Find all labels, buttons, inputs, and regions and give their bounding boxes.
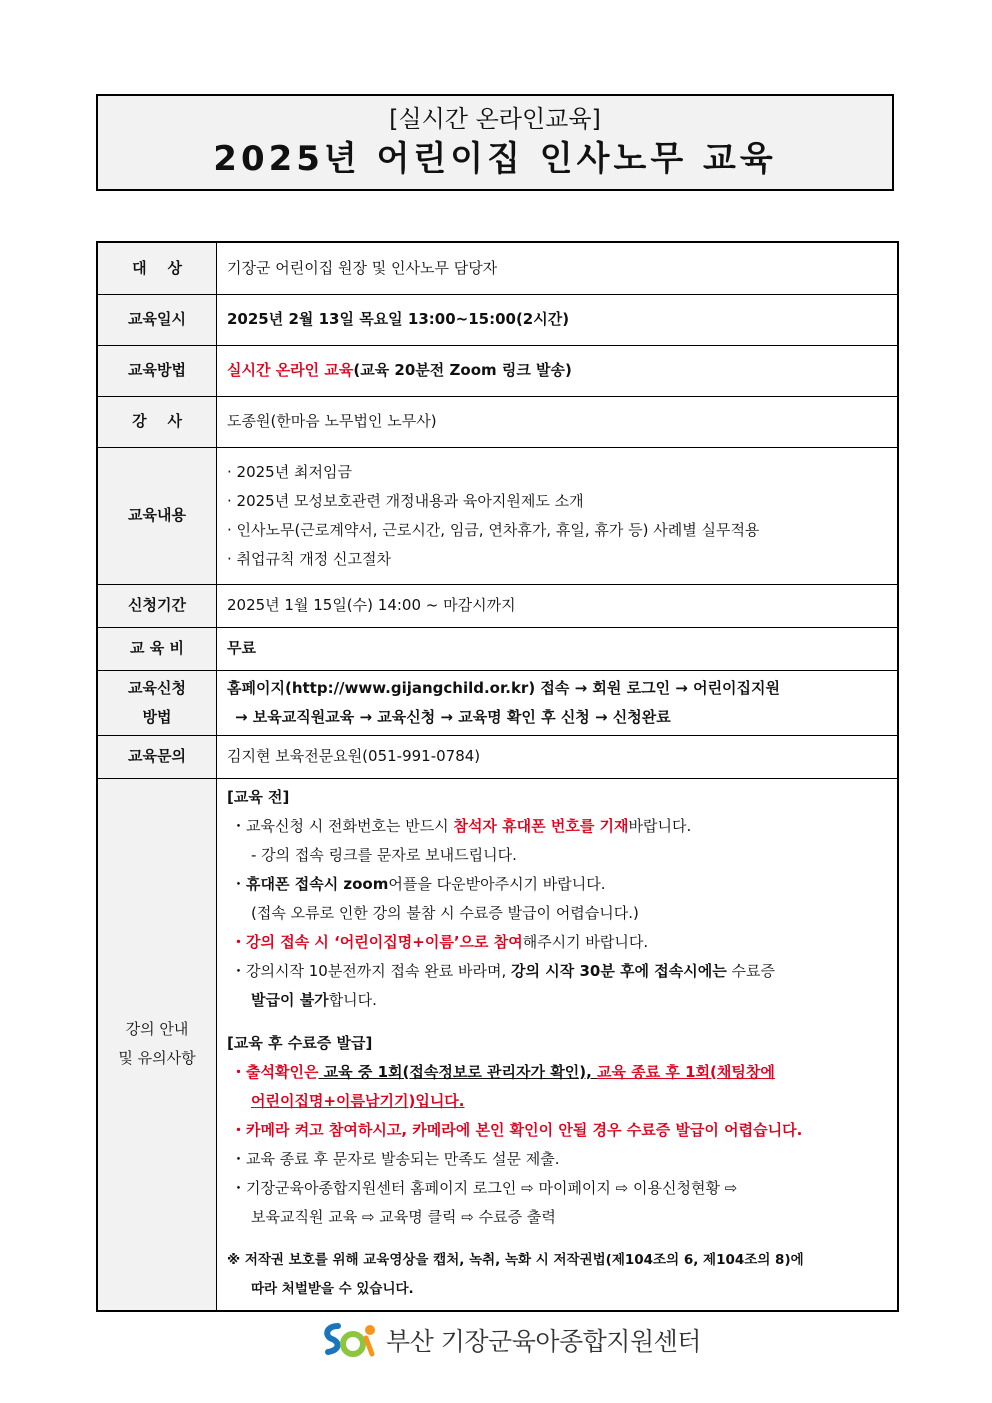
label-lecturer: 강 사 <box>97 396 217 447</box>
row-target <box>97 242 898 294</box>
value-target: 기장군 어린이집 원장 및 인사노무 담당자 <box>217 242 899 294</box>
label-period: 신청기간 <box>97 584 217 627</box>
row-contact <box>97 735 898 778</box>
value-method <box>217 345 899 396</box>
note-sub: 보육교직원 교육 ⇨ 교육명 클릭 ⇨ 수료증 출력 <box>251 1207 556 1226</box>
note-item: ・강의시작 10분전까지 접속 완료 바라며, 강의 시작 30분 후에 접속시에는 수료증 <box>231 961 775 980</box>
center-logo-icon <box>320 1320 378 1360</box>
label-fee: 교 육 비 <box>97 627 217 670</box>
value-fee: 무료 <box>217 627 899 670</box>
content-item: · 인사노무(근로계약서, 근로시간, 임금, 연차휴가, 휴일, 휴가 등) 사례별 실무적용 <box>227 520 760 539</box>
row-apply <box>97 670 898 735</box>
value-date: 2025년 2월 13일 목요일 13:00~15:00(2시간) <box>217 294 899 345</box>
row-lecturer <box>97 396 898 447</box>
value-content <box>217 447 899 584</box>
method-highlight: 실시간 온라인 교육 <box>227 361 354 379</box>
note-sub: - 강의 접속 링크를 문자로 보내드립니다. <box>251 845 517 864</box>
document-title: 2025년 어린이집 인사노무 교육 <box>213 139 777 179</box>
method-rest: (교육 20분전 Zoom 링크 발송) <box>353 361 572 379</box>
row-content <box>97 447 898 584</box>
title-box <box>96 94 894 191</box>
footer <box>320 1318 701 1362</box>
value-apply <box>217 670 899 735</box>
copyright-line2: 따라 처벌받을 수 있습니다. <box>251 1280 414 1297</box>
note-item: ・카메라 켜고 참여하시고, 카메라에 본인 확인이 안될 경우 수료증 발급이 어렵습니다. <box>231 1120 803 1139</box>
value-lecturer: 도종원(한마음 노무법인 노무사) <box>217 396 899 447</box>
row-method <box>97 345 898 396</box>
value-notes <box>217 778 899 1311</box>
after-heading: [교육 후 수료증 발급] <box>227 1033 373 1052</box>
apply-line2: → 보육교직원교육 → 교육신청 → 교육명 확인 후 신청 → 신청완료 <box>235 707 671 726</box>
document-subtitle: [실시간 온라인교육] <box>389 105 601 133</box>
row-period <box>97 584 898 627</box>
footer-org-name: 부산 기장군육아종합지원센터 <box>386 1327 701 1356</box>
note-item: ・기장군육아종합지원센터 홈페이지 로그인 ⇨ 마이페이지 ⇨ 이용신청현황 ⇨ <box>231 1178 738 1197</box>
note-item: ・교육신청 시 전화번호는 반드시 참석자 휴대폰 번호를 기재바랍니다. <box>231 816 692 835</box>
row-date <box>97 294 898 345</box>
note-item: ・휴대폰 접속시 zoom어플을 다운받아주시기 바랍니다. <box>231 874 606 893</box>
label-apply-line2: 방법 <box>142 707 172 726</box>
note-item: ・출석확인은 교육 중 1회(접속정보로 관리자가 확인), 교육 종료 후 1회(채팅창에 <box>231 1062 775 1081</box>
row-notes <box>97 778 898 1311</box>
label-content: 교육내용 <box>97 447 217 584</box>
label-apply-line1: 교육신청 <box>128 678 186 697</box>
note-item: ・강의 접속 시 ‘어린이집명+이름’으로 참여해주시기 바랍니다. <box>231 932 649 951</box>
value-period: 2025년 1월 15일(수) 14:00 ~ 마감시까지 <box>217 584 899 627</box>
value-contact: 김지현 보육전문요원(051-991-0784) <box>217 735 899 778</box>
note-item: ・교육 종료 후 문자로 발송되는 만족도 설문 제출. <box>231 1149 560 1168</box>
row-fee <box>97 627 898 670</box>
copyright-line1: ※ 저작권 보호를 위해 교육영상을 캡처, 녹취, 녹화 시 저작권법(제104조의 6, 제104조의 8)에 <box>227 1251 804 1268</box>
label-contact: 교육문의 <box>97 735 217 778</box>
note-sub: (접속 오류로 인한 강의 불참 시 수료증 발급이 어렵습니다.) <box>251 903 639 922</box>
info-table <box>96 241 899 1312</box>
label-method: 교육방법 <box>97 345 217 396</box>
note-sub: 발급이 불가합니다. <box>251 990 377 1009</box>
label-notes <box>97 778 217 1311</box>
apply-line1: 홈페이지(http://www.gijangchild.or.kr) 접속 → 회원 로그인 → 어린이집지원 <box>227 678 781 697</box>
before-heading: [교육 전] <box>227 787 290 806</box>
label-apply <box>97 670 217 735</box>
note-sub: 어린이집명+이름남기기)입니다. <box>251 1091 465 1110</box>
label-target: 대 상 <box>97 242 217 294</box>
content-item: · 취업규칙 개정 신고절차 <box>227 549 391 568</box>
label-date: 교육일시 <box>97 294 217 345</box>
label-notes-line1: 강의 안내 <box>125 1020 189 1038</box>
content-item: · 2025년 최저임금 <box>227 462 352 481</box>
content-item: · 2025년 모성보호관련 개정내용과 육아지원제도 소개 <box>227 491 584 510</box>
label-notes-line2: 및 유의사항 <box>118 1049 196 1067</box>
